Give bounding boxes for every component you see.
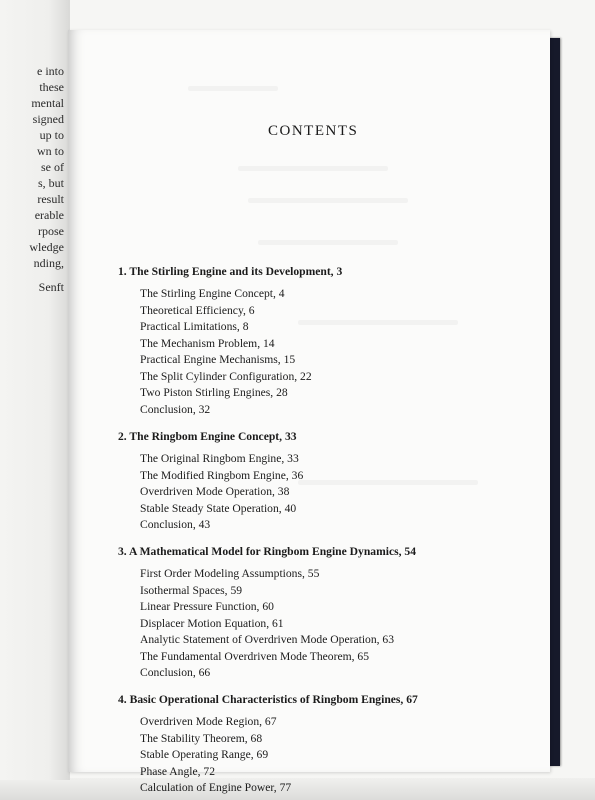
left-page-text-line: result	[37, 192, 64, 206]
left-page-text-line: wn to	[37, 144, 64, 158]
left-page-text-line: erable	[34, 208, 64, 222]
chapter-heading: 4. Basic Operational Characteristics of Ringbom Engines, 67	[118, 693, 418, 706]
section-entry: Stable Steady State Operation, 40	[140, 502, 297, 515]
show-through-text	[238, 166, 388, 171]
show-through-text	[258, 240, 398, 245]
left-page-text-line: mental	[31, 96, 64, 110]
show-through-text	[248, 198, 408, 203]
section-entry: The Stirling Engine Concept, 4	[140, 287, 285, 300]
show-through-text	[188, 86, 278, 91]
chapter-heading: 2. The Ringbom Engine Concept, 33	[118, 430, 297, 443]
left-page-text-line: e into	[37, 64, 64, 78]
section-entry: Overdriven Mode Operation, 38	[140, 485, 290, 498]
section-entry: Stable Operating Range, 69	[140, 748, 269, 761]
section-entry: Overdriven Mode Region, 67	[140, 715, 277, 728]
table-surface	[0, 778, 595, 800]
left-page-text-line: s, but	[37, 176, 64, 190]
section-entry: Isothermal Spaces, 59	[140, 584, 243, 597]
section-entry: The Fundamental Overdriven Mode Theorem, 65	[140, 650, 370, 663]
left-page	[0, 0, 70, 780]
section-entry: The Mechanism Problem, 14	[140, 337, 275, 350]
left-page-text-line: up to	[39, 128, 64, 142]
chapter-heading: 1. The Stirling Engine and its Development, 3	[118, 265, 343, 278]
section-entry: Displacer Motion Equation, 61	[140, 617, 284, 630]
section-entry: The Original Ringbom Engine, 33	[140, 452, 299, 465]
section-entry: First Order Modeling Assumptions, 55	[140, 567, 320, 580]
show-through-text	[298, 480, 478, 485]
section-entry: Conclusion, 43	[140, 518, 211, 531]
section-entry: Analytic Statement of Overdriven Mode Operation, 63	[140, 633, 395, 646]
section-entry: Phase Angle, 72	[140, 765, 216, 778]
section-entry: The Modified Ringbom Engine, 36	[140, 469, 304, 482]
left-page-text-line: rpose	[38, 224, 64, 238]
section-entry: The Split Cylinder Configuration, 22	[140, 370, 312, 383]
section-entry: Practical Limitations, 8	[140, 320, 249, 333]
section-entry: Practical Engine Mechanisms, 15	[140, 353, 296, 366]
section-entry: Theoretical Efficiency, 6	[140, 304, 255, 317]
section-entry: Two Piston Stirling Engines, 28	[140, 386, 288, 399]
page-title: CONTENTS	[268, 123, 359, 139]
left-page-text-line: nding,	[33, 256, 64, 270]
left-page-text-line: se of	[41, 160, 64, 174]
section-entry: Linear Pressure Function, 60	[140, 600, 274, 613]
left-page-text-line: these	[39, 80, 64, 94]
left-page-text-line: Senft	[38, 280, 64, 294]
chapter-heading: 3. A Mathematical Model for Ringbom Engine Dynamics, 54	[118, 545, 416, 558]
section-entry: The Stability Theorem, 68	[140, 732, 263, 745]
section-entry: Conclusion, 32	[140, 403, 211, 416]
show-through-text	[298, 320, 458, 325]
section-entry: Calculation of Engine Power, 77	[140, 781, 292, 794]
left-page-text-line: wledge	[29, 240, 64, 254]
section-entry: Conclusion, 66	[140, 666, 211, 679]
left-page-text-line: signed	[32, 112, 64, 126]
